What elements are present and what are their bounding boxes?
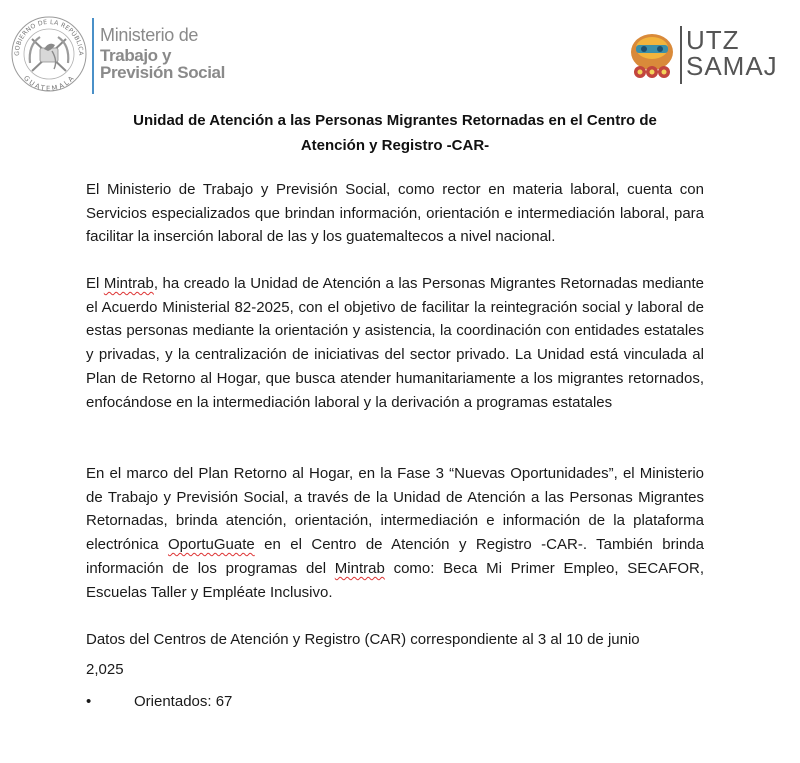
ministry-logo-text: [100, 26, 225, 81]
paragraph-1-text: El Ministerio de Trabajo y Previsión Social, como rector en materia laboral, cuenta con Servicios especializados que brindan información, orientación e intermediación laboral, para facilitar la inserción laboral de las y los guatemaltecos a nivel nacional.: [86, 181, 704, 246]
bullet-item: [86, 690, 704, 714]
paragraph-3: [86, 462, 704, 604]
data-year-line: 2,025: [86, 661, 124, 678]
paragraph-3-text: [86, 462, 704, 604]
utz-samaj-line-1: UTZ: [686, 25, 740, 55]
bullet-symbol: •: [86, 693, 92, 710]
ministry-line-2: Trabajo y: [100, 46, 172, 65]
paragraph-3-part-a: En el marco del Plan Retorno al Hogar, en la Fase 3 “Nuevas Oportunidades”, el Ministerio de Trabajo y Previsión Social, a través de la Unidad de Atención a las Personas Migrantes Retornadas, brinda atención, orientación, intermediación e información de la plataforma electrónica: [86, 465, 704, 554]
ministry-divider: [92, 18, 94, 94]
document-header: [0, 0, 800, 100]
svg-text:GUATEMALA: [22, 74, 76, 93]
oportuguate-term: OportuGuate: [167, 536, 255, 554]
paragraph-3-part-b: en el Centro de Atención y Registro -CAR-. También brinda información de los programas del: [86, 536, 704, 577]
paragraph-2: [86, 272, 704, 414]
utz-samaj-divider: [680, 26, 682, 84]
bullet-item-text: Orientados: 67: [134, 693, 233, 710]
paragraph-2-part-a: El: [86, 275, 104, 292]
data-intro-line: Datos del Centros de Atención y Registro (CAR) correspondiente al 3 al 10 de junio: [86, 631, 640, 648]
paragraph-3-part-c: como: Beca Mi Primer Empleo, SECAFOR, Escuelas Taller y Empléate Inclusivo.: [86, 559, 704, 601]
mintrab-term: Mintrab: [103, 275, 154, 292]
paragraph-2-part-b: , ha creado la Unidad de Atención a las Personas Migrantes Retornadas mediante el Acuerdo Ministerial 82-2025, con el objetivo de facilitar la reintegración social y laboral de estas personas mediante la orientación y asistencia, la coordinación con entidades estatales y privadas, y la centralización de iniciativas del sector privado. La Unidad está vinculada al Plan de Retorno al Hogar, que busca atender humanitariamente a los migrantes retornados, enfocándose en la intermediación laboral y la derivación a programas estatales: [86, 275, 704, 411]
guatemala-seal-icon: [10, 15, 88, 93]
utz-samaj-logo-text: [686, 27, 778, 79]
ministry-line-1: Ministerio de: [100, 25, 199, 45]
seal-bottom-text: GUATEMALA: [21, 74, 77, 93]
paragraph-2-text: [86, 272, 704, 414]
utz-samaj-line-2: SAMAJ: [686, 51, 778, 81]
paragraph-1: [86, 178, 704, 249]
mintrab-term-2: Mintrab: [334, 559, 385, 577]
seal-top-text: GOBIERNO DE LA REPÚBLICA: [13, 18, 85, 56]
utz-samaj-emblem-icon: [627, 32, 677, 80]
document-title: Unidad de Atención a las Personas Migrantes Retornadas en el Centro de Atención y Registro -CAR-: [133, 112, 657, 154]
ministry-line-3: Previsión Social: [100, 63, 225, 82]
